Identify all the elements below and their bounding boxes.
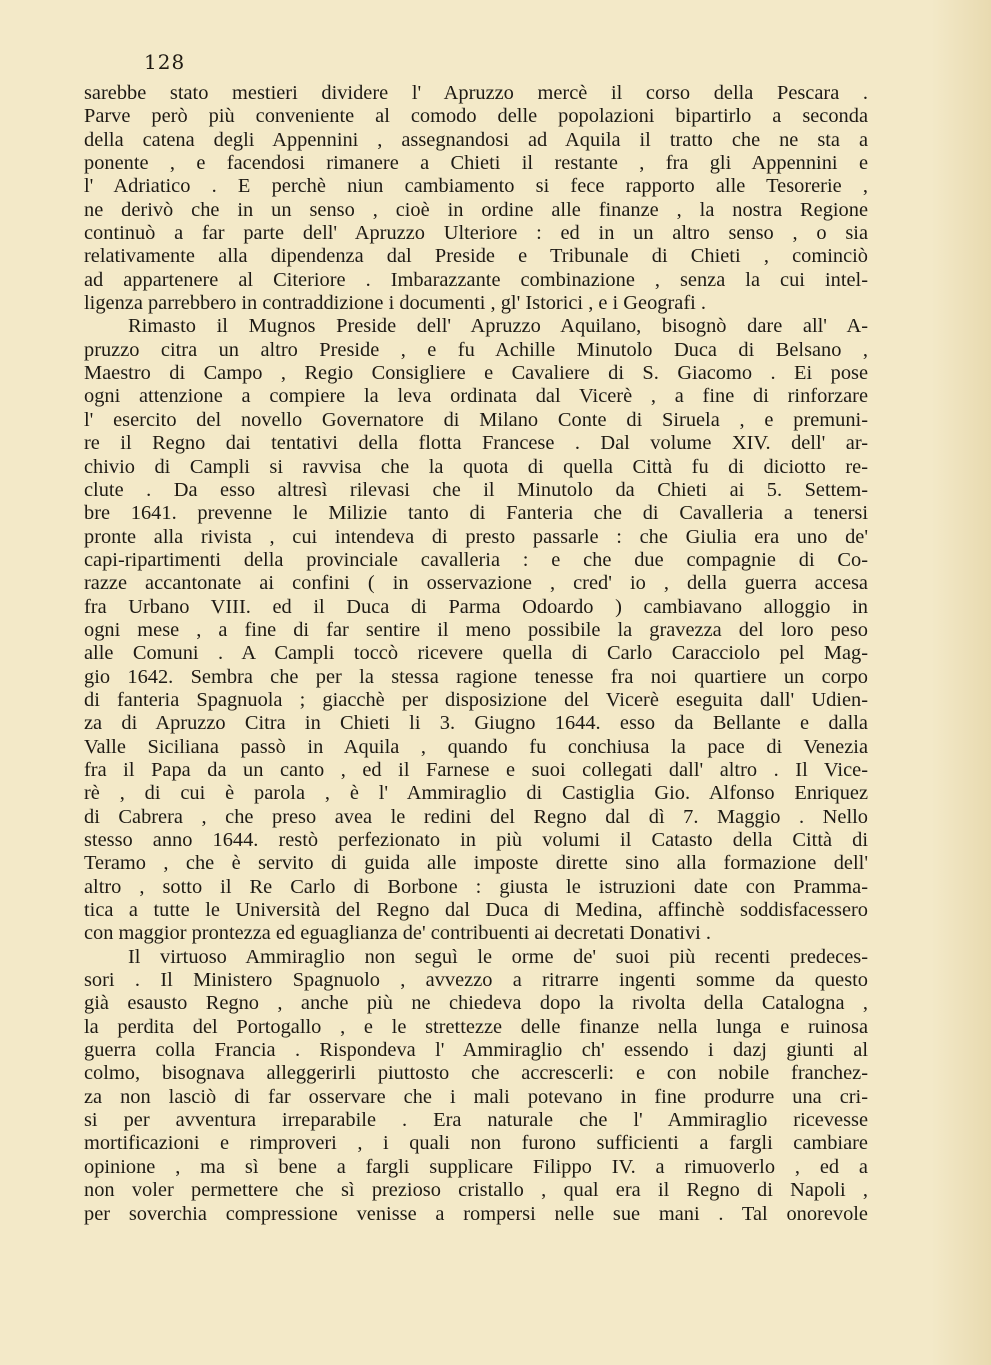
text-line: rè , di cui è parola , è l' Ammiraglio di Castiglia Gio. Alfonso Enriquez <box>84 782 868 805</box>
text-line: ogni attenzione a compiere la leva ordinata dal Vicerè , a fine di rinforzare <box>84 385 868 408</box>
text-line: relativamente alla dipendenza dal Preside e Tribunale di Chieti , cominciò <box>84 245 868 268</box>
text-line: pronte alla rivista , cui intendeva di presto passarle : che Giulia era uno de' <box>84 525 868 548</box>
text-line: l' Adriatico . E perchè niun cambiamento si fece rapporto alle Tesorerie , <box>84 175 868 198</box>
text-line: Valle Siciliana passò in Aquila , quando fu conchiusa la pace di Venezia <box>84 735 868 758</box>
text-line: l' esercito del novello Governatore di Milano Conte di Siruela , e premuni- <box>84 408 868 431</box>
text-line: per soverchia compressione venisse a rompersi nelle sue mani . Tal onorevole <box>84 1202 868 1225</box>
text-line: Rimasto il Mugnos Preside dell' Apruzzo Aquilano, bisognò dare all' A- <box>128 315 868 338</box>
text-line: colmo, bisognava alleggerirli piuttosto che accrescerli: e con nobile franchez- <box>84 1062 868 1085</box>
text-line: non voler permettere che sì prezioso cristallo , qual era il Regno di Napoli , <box>84 1179 868 1202</box>
text-line: fra il Papa da un canto , ed il Farnese e suoi collegati dall' altro . Il Vice- <box>84 758 868 781</box>
text-line: si per avventura irreparabile . Era naturale che l' Ammiraglio ricevesse <box>84 1109 868 1132</box>
text-line: gio 1642. Sembra che per la stessa ragione tenesse fra noi quartiere un corpo <box>84 665 868 688</box>
text-line: za di Apruzzo Citra in Chieti li 3. Giugno 1644. esso da Bellante e dalla <box>84 712 868 735</box>
text-line: re il Regno dai tentativi della flotta Francese . Dal volume XIV. dell' ar- <box>84 432 868 455</box>
text-line: Parve però più conveniente al comodo delle popolazioni bipartirlo a seconda <box>84 105 868 128</box>
text-line: già esausto Regno , anche più ne chiedeva dopo la rivolta della Catalogna , <box>84 992 868 1015</box>
text-line: ponente , e facendosi rimanere a Chieti il restante , fra gli Appennini e <box>84 152 868 175</box>
text-line: razze accantonate ai confini ( in osservazione , cred' io , della guerra accesa <box>84 572 868 595</box>
text-line: fra Urbano VIII. ed il Duca di Parma Odoardo ) cambiavano alloggio in <box>84 595 868 618</box>
body-text <box>84 82 868 1226</box>
text-line: stesso anno 1644. restò perfezionato in più volumi il Catasto della Città di <box>84 829 868 851</box>
text-line: alle Comuni . A Campli toccò ricevere quella di Carlo Caracciolo pel Mag- <box>84 642 868 665</box>
text-line: ne derivò che in un senso , cioè in ordine alle finanze , la nostra Regione <box>84 198 868 221</box>
text-line: Il virtuoso Ammiraglio non seguì le orme de' suoi più recenti predeces- <box>128 945 868 968</box>
text-line: bre 1641. prevenne le Milizie tanto di Fanteria che di Cavalleria a tenersi <box>84 502 868 525</box>
text-line: la perdita del Portogallo , e le strettezze delle finanze nella lunga e ruinosa <box>84 1015 868 1038</box>
text-line: chivio di Campli si ravvisa che la quota di quella Città fu di diciotto re- <box>84 455 868 478</box>
text-line: ad appartenere al Citeriore . Imbarazzante combinazione , senza la cui intel- <box>84 268 868 291</box>
text-line: clute . Da esso altresì rilevasi che il Minutolo da Chieti ai 5. Settem- <box>84 478 868 501</box>
text-line: tica a tutte le Università del Regno dal Duca di Medina, affinchè soddisfacessero <box>84 899 868 922</box>
text-line: mortificazioni e rimproveri , i quali non furono sufficienti a fargli cambiare <box>84 1132 868 1155</box>
text-line: con maggior prontezza ed eguaglianza de' contribuenti ai decretati Donativi . <box>84 922 712 945</box>
text-line: ligenza parrebbero in contraddizione i documenti , gl' Istorici , e i Geografi . <box>84 292 706 315</box>
text-line: sarebbe stato mestieri dividere l' Apruzzo mercè il corso della Pescara . <box>84 82 868 104</box>
text-line: opinione , ma sì bene a fargli supplicare Filippo IV. a rimuoverlo , ed a <box>84 1155 868 1178</box>
page-number: 128 <box>144 50 186 74</box>
text-line: guerra colla Francia . Rispondeva l' Ammiraglio ch' essendo i dazj giunti al <box>84 1039 868 1062</box>
text-line: sori . Il Ministero Spagnuolo , avvezzo a ritrarre ingenti somme da questo <box>84 969 868 992</box>
text-line: capi-ripartimenti della provinciale cavalleria : e che due compagnie di Co- <box>84 548 868 571</box>
text-line: di Cabrera , che preso avea le redini del Regno dal dì 7. Maggio . Nello <box>84 805 868 828</box>
text-line: continuò a far parte dell' Apruzzo Ulteriore : ed in un altro senso , o sia <box>84 222 868 245</box>
page-edge-shadow <box>931 0 991 1365</box>
text-line: altro , sotto il Re Carlo di Borbone : giusta le istruzioni date con Pramma- <box>84 875 868 898</box>
text-line: pruzzo citra un altro Preside , e fu Achille Minutolo Duca di Belsano , <box>84 338 868 361</box>
text-line: Maestro di Campo , Regio Consigliere e Cavaliere di S. Giacomo . Ei pose <box>84 362 868 385</box>
text-line: della catena degli Appennini , assegnandosi ad Aquila il tratto che ne sta a <box>84 128 868 151</box>
text-line: ogni mese , a fine di far sentire il meno possibile la gravezza del loro peso <box>84 618 868 641</box>
text-line: di fanteria Spagnuola ; giacchè per disposizione del Vicerè eseguita dall' Udien- <box>84 688 868 711</box>
text-line: Teramo , che è servito di guida alle imposte dirette sino alla formazione dell' <box>84 852 868 875</box>
text-line: za non lasciò di far osservare che i mali potevano in fine produrre una cri- <box>84 1085 868 1108</box>
